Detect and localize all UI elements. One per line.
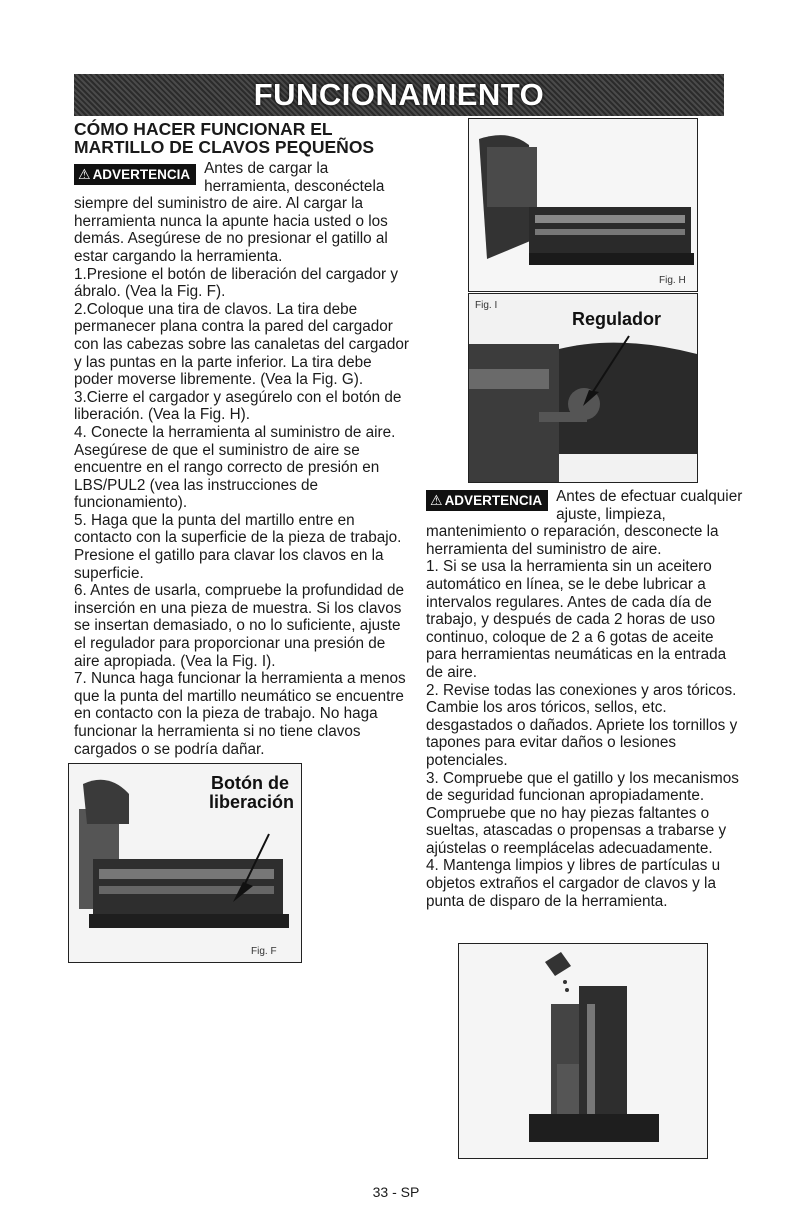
left-column <box>74 120 412 758</box>
section-banner <box>74 74 724 116</box>
step-4: 4. Conecte la herramienta al suministro de aire. Asegúrese de que el suministro de aire se encuentre en el rango correcto de presión en LBS/PUL2 (vea las instrucciones de funcionamiento). <box>74 423 396 512</box>
step-3: 3.Cierre el cargador y asegúrelo con el botón de liberación. (Vea la Fig. H). <box>74 388 402 424</box>
regulator-callout: Regulador <box>572 309 662 329</box>
fig-i-label: Fig. I <box>475 300 498 311</box>
figure-i <box>468 293 698 483</box>
warning-triangle-icon: ⚠ <box>430 492 443 508</box>
step-5: 5. Haga que la punta del martillo entre en contacto con la superficie de la pieza de trabajo. Presione el gatillo para clavar los clavos en la superficie. <box>74 511 402 582</box>
figure-h <box>468 118 698 292</box>
section-heading-line1: CÓMO HACER FUNCIONAR EL <box>74 119 333 139</box>
section-title: FUNCIONAMIENTO <box>253 77 545 112</box>
step-2: 2.Coloque una tira de clavos. La tira debe permanecer plana contra la pared del cargador con las cabezas sobre las canaletas del cargador y las puntas en la parte inferior. La tira debe poder moverse libremente. (Vea la Fig. G). <box>74 300 410 389</box>
step-7: 7. Nunca haga funcionar la herramienta a menos que la punta del martillo neumático se encuentre en contacto con la pieza de trabajo. No haga funcionar la herramienta si no tiene clavos cargados o se podría dañar. <box>74 670 406 758</box>
maintenance-item-4: 4. Mantenga limpios y libres de partículas u objetos extraños el cargador de clavos y la punta de disparo de la herramienta. <box>426 857 721 910</box>
fig-f-label: Fig. F <box>251 946 277 957</box>
section-heading-line2: MARTILLO DE CLAVOS PEQUEÑOS <box>74 137 375 157</box>
maintenance-warning-paragraph <box>426 488 746 558</box>
figure-oiling <box>458 943 708 1159</box>
right-column <box>426 488 746 910</box>
maintenance-warning-badge <box>426 490 548 511</box>
maintenance-warning-text: Antes de efectuar cualquier ajuste, limpieza, mantenimiento o reparación, desconecte la herramienta del suministro de aire. <box>426 488 743 558</box>
warning-paragraph <box>74 160 412 266</box>
maintenance-item-2: 2. Revise todas las conexiones y aros tóricos. Cambie los aros tóricos, sellos, etc. desgastados o dañados. Apriete los tornillos y tapones para evitar daños o lesiones potenciales. <box>426 681 738 769</box>
fig-h-label: Fig. H <box>659 275 686 286</box>
maintenance-item-1: 1. Si se usa la herramienta sin un aceitero automático en línea, se le debe lubricar a intervalos regulares. Antes de cada día de trabajo, y después de cada 2 horas de uso continuo, coloque de 2 a 6 gotas de aceite para herramientas neumáticas en la entrada de aire. <box>426 558 727 681</box>
page-number: 33 - SP <box>372 1184 420 1200</box>
warning-badge-label: ADVERTENCIA <box>92 167 191 182</box>
step-1: 1.Presione el botón de liberación del cargador y ábralo. (Vea la Fig. F). <box>74 265 398 301</box>
maintenance-warning-badge-label: ADVERTENCIA <box>444 493 543 508</box>
step-6: 6. Antes de usarla, compruebe la profundidad de inserción en una pieza de muestra. Si los clavos se insertan demasiado, o no lo suficiente, ajuste el regulador para proporcionar una presión de aire apropiada. (Vea la Fig. I). <box>74 582 404 670</box>
warning-triangle-icon: ⚠ <box>78 166 91 182</box>
release-button-callout <box>209 774 294 812</box>
warning-badge <box>74 164 196 185</box>
maintenance-item-3: 3. Compruebe que el gatillo y los mecanismos de seguridad funcionan apropiadamente. Compruebe que no hay piezas faltantes o sueltas, atascadas o propensas a trabarse y ajústelas o reemplácelas adecuadamente. <box>426 769 739 857</box>
nailer-closed-illustration <box>469 119 697 291</box>
release-callout-line2: liberación <box>209 792 295 812</box>
oiling-illustration <box>459 944 707 1158</box>
release-callout-line1: Botón de <box>211 773 289 793</box>
warning-text: Antes de cargar la herramienta, desconéctela siempre del suministro de aire. Al cargar la herramienta nunca la apunte hacia usted o los demás. Asegúrese de no presionar el gatillo al estar cargando la herramienta. <box>74 160 388 265</box>
figure-f <box>68 763 302 963</box>
